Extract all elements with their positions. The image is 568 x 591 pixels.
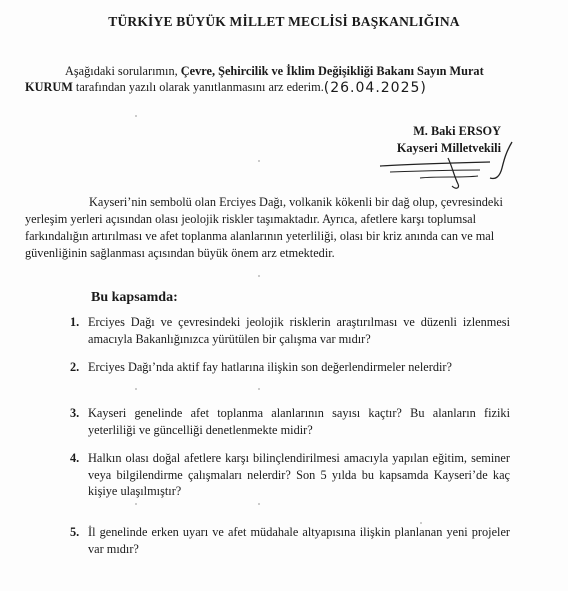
question-text: İl genelinde erken uyarı ve afet müdahale altyapısına ilişkin planlanan yeni projeler var mıdır? bbox=[88, 525, 510, 556]
question-text: Kayseri genelinde afet toplanma alanlarının sayısı kaçtır? Bu alanların fiziki yeterliliği ve güncelliği denetlenmekte midir? bbox=[88, 406, 510, 437]
signer-title: Kayseri Milletvekili bbox=[396, 141, 501, 155]
question-number: 3. bbox=[70, 406, 80, 420]
question-text: Erciyes Dağı’nda aktif fay hatlarına ilişkin son değerlendirmeler nelerdir? bbox=[88, 360, 452, 374]
handwritten-signature bbox=[360, 138, 520, 193]
question-number: 4. bbox=[70, 451, 80, 465]
scan-speck bbox=[258, 388, 260, 390]
question-item bbox=[70, 359, 510, 376]
scan-speck bbox=[258, 503, 260, 505]
document-title: TÜRKİYE BÜYÜK MİLLET MECLİSİ BAŞKANLIĞINA bbox=[108, 14, 460, 29]
handwritten-date: (26.04.2025) bbox=[323, 80, 427, 96]
question-item bbox=[70, 450, 510, 500]
signer-name: M. Baki ERSOY bbox=[413, 124, 501, 138]
request-tail: tarafından yazılı olarak yanıtlanmasını arz ederim. bbox=[72, 80, 324, 94]
minister-name: Çevre, Şehircilik ve İklim Değişikliği Bakanı Sayın Murat KURUM bbox=[25, 64, 484, 94]
question-item bbox=[70, 405, 510, 438]
question-item bbox=[70, 314, 510, 347]
body-text: Kayseri’nin sembolü olan Erciyes Dağı, volkanik kökenli bir dağ olup, çevresindeki yerleşim yerleri açısından olası jeolojik riskler taşımaktadır. Ayrıca, afetlere karşı toplumsal farkındalığın artırılması ve afet toplanma alanlarının yeterliliği, olası bir kriz anında can ve mal güvenliğinin sağlanması açısından büyük önem arz etmektedir. bbox=[25, 195, 503, 260]
body-paragraph bbox=[25, 194, 510, 262]
question-item bbox=[70, 524, 510, 557]
scan-speck bbox=[258, 275, 260, 277]
request-lead: Aşağıdaki sorularımın, bbox=[65, 64, 181, 78]
section-heading: Bu kapsamda: bbox=[91, 290, 178, 305]
question-number: 1. bbox=[70, 315, 80, 329]
scan-speck bbox=[135, 388, 137, 390]
scan-speck bbox=[135, 115, 137, 117]
request-paragraph bbox=[25, 63, 515, 95]
scan-speck bbox=[258, 160, 260, 162]
question-text: Halkın olası doğal afetlere karşı bilinçlendirilmesi amacıyla yapılan eğitim, seminer veya bilgilendirme çalışmaları nelerdir? Son 5 yılda bu kapsamda Kayseri’de kaç kişiye ulaşılmıştır? bbox=[88, 451, 510, 498]
scan-speck bbox=[135, 503, 137, 505]
scan-speck bbox=[420, 522, 422, 524]
question-number: 2. bbox=[70, 360, 80, 374]
question-text: Erciyes Dağı ve çevresindeki jeolojik risklerin araştırılması ve düzenli izlenmesi amacıyla Bakanlığınızca yürütülen bir çalışma var mıdır? bbox=[88, 315, 510, 346]
question-number: 5. bbox=[70, 525, 80, 539]
